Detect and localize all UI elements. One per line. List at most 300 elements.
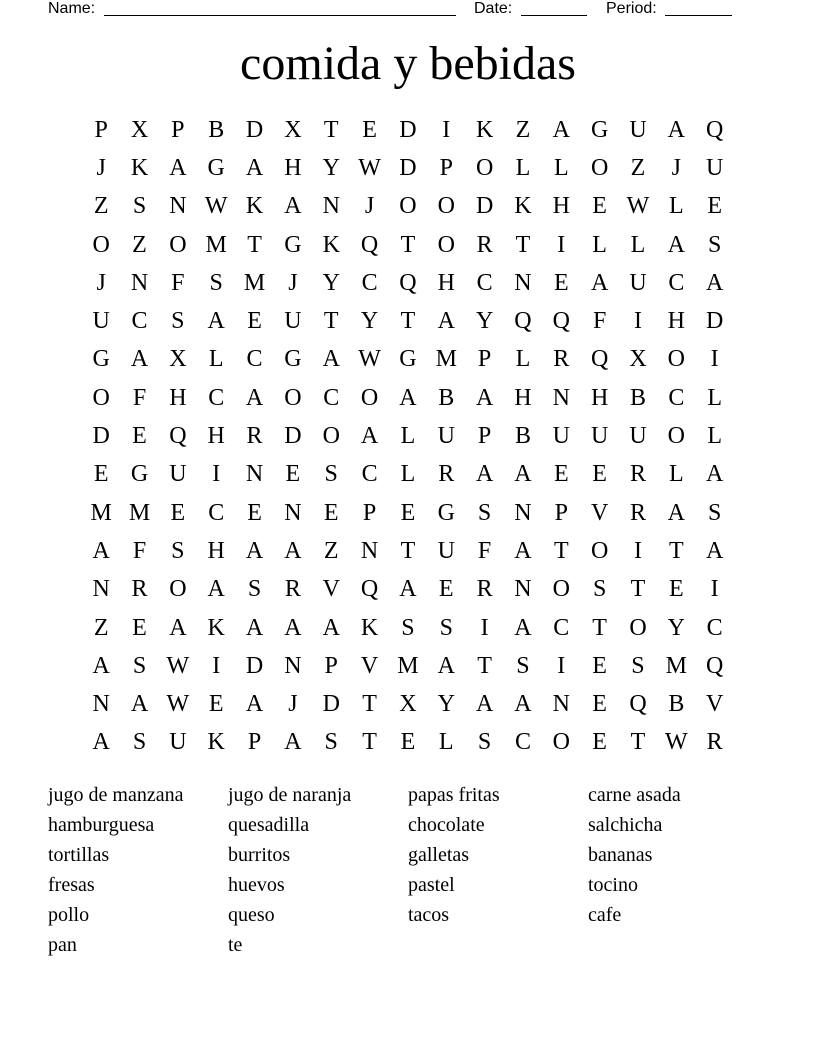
grid-letter[interactable]: A: [92, 652, 110, 679]
grid-letter[interactable]: S: [477, 729, 492, 756]
grid-letter[interactable]: U: [169, 729, 187, 756]
word-list-item: pastel: [408, 874, 455, 896]
grid-letter[interactable]: K: [130, 154, 149, 181]
grid-letter[interactable]: R: [284, 576, 301, 603]
grid-letter[interactable]: N: [92, 691, 110, 718]
grid-letter[interactable]: U: [169, 461, 187, 488]
grid-letter[interactable]: W: [626, 193, 650, 220]
grid-letter[interactable]: A: [207, 576, 225, 603]
grid-letter[interactable]: L: [515, 346, 531, 373]
grid-letter[interactable]: N: [284, 499, 302, 526]
grid-letter[interactable]: A: [514, 537, 532, 564]
grid-letter[interactable]: A: [360, 423, 379, 450]
grid-letter[interactable]: I: [557, 231, 566, 258]
grid-letter[interactable]: E: [592, 691, 607, 718]
grid-letter[interactable]: S: [132, 729, 147, 756]
grid-letter[interactable]: Q: [360, 576, 379, 603]
grid-letter[interactable]: A: [667, 116, 685, 143]
grid-letter[interactable]: A: [437, 308, 455, 335]
grid-letter[interactable]: P: [247, 729, 262, 756]
grid-letter[interactable]: T: [630, 729, 646, 756]
grid-letter[interactable]: L: [400, 461, 416, 488]
grid-letter[interactable]: D: [399, 116, 417, 143]
word-list-item: tocino: [588, 874, 638, 896]
grid-letter[interactable]: E: [668, 576, 684, 603]
grid-letter[interactable]: L: [668, 461, 684, 488]
grid-letter[interactable]: O: [360, 384, 379, 411]
grid-letter[interactable]: Q: [514, 308, 532, 335]
grid-letter[interactable]: A: [475, 461, 494, 488]
grid-letter[interactable]: C: [323, 384, 340, 411]
grid-letter[interactable]: H: [284, 154, 302, 181]
grid-letter[interactable]: M: [205, 231, 227, 258]
grid-letter[interactable]: S: [171, 537, 185, 564]
grid-letter[interactable]: I: [212, 461, 221, 488]
grid-letter[interactable]: O: [552, 729, 570, 756]
grid-letter[interactable]: O: [284, 384, 302, 411]
grid-letter[interactable]: Y: [322, 269, 340, 296]
grid-letter[interactable]: V: [360, 652, 379, 679]
grid-letter[interactable]: Q: [590, 346, 609, 373]
grid-letter[interactable]: E: [400, 729, 416, 756]
grid-letter[interactable]: J: [671, 154, 681, 181]
grid-letter[interactable]: R: [476, 231, 493, 258]
word-list-item: bananas: [588, 844, 653, 866]
grid-letter[interactable]: E: [592, 461, 607, 488]
grid-letter[interactable]: D: [475, 193, 494, 220]
grid-letter[interactable]: I: [480, 614, 489, 641]
name-blank[interactable]: [104, 15, 456, 16]
grid-letter[interactable]: Y: [475, 308, 494, 335]
grid-letter[interactable]: E: [438, 576, 454, 603]
grid-letter[interactable]: P: [439, 154, 453, 181]
grid-letter[interactable]: Q: [706, 116, 724, 143]
grid-letter[interactable]: Q: [629, 691, 647, 718]
grid-letter[interactable]: T: [400, 537, 416, 564]
grid-letter[interactable]: A: [667, 499, 685, 526]
grid-letter[interactable]: N: [514, 269, 532, 296]
grid-letter[interactable]: Y: [437, 691, 455, 718]
grid-letter[interactable]: P: [477, 423, 492, 450]
grid-letter[interactable]: A: [706, 537, 724, 564]
grid-letter[interactable]: Y: [667, 614, 685, 641]
grid-letter[interactable]: U: [437, 423, 455, 450]
grid-letter[interactable]: A: [130, 346, 149, 373]
grid-letter[interactable]: C: [553, 614, 570, 641]
grid-letter[interactable]: M: [665, 652, 687, 679]
word-list-item: carne asada: [588, 784, 681, 806]
grid-letter[interactable]: S: [132, 652, 147, 679]
grid-letter[interactable]: U: [284, 308, 302, 335]
grid-letter[interactable]: A: [245, 614, 264, 641]
grid-letter[interactable]: C: [514, 729, 531, 756]
grid-letter[interactable]: E: [247, 308, 262, 335]
grid-letter[interactable]: A: [207, 308, 225, 335]
grid-letter[interactable]: D: [399, 154, 417, 181]
grid-letter[interactable]: N: [514, 499, 532, 526]
date-blank[interactable]: [521, 15, 587, 16]
grid-letter[interactable]: A: [667, 231, 685, 258]
grid-letter[interactable]: N: [245, 461, 264, 488]
grid-letter[interactable]: D: [245, 116, 264, 143]
grid-letter[interactable]: U: [590, 423, 609, 450]
grid-letter[interactable]: B: [514, 423, 531, 450]
grid-letter[interactable]: I: [442, 116, 451, 143]
grid-letter[interactable]: G: [130, 461, 149, 488]
grid-letter[interactable]: A: [92, 537, 110, 564]
grid-letter[interactable]: N: [322, 193, 340, 220]
grid-letter[interactable]: F: [132, 537, 147, 564]
grid-letter[interactable]: T: [400, 308, 416, 335]
grid-letter[interactable]: X: [399, 691, 417, 718]
grid-letter[interactable]: M: [128, 499, 151, 526]
grid-letter[interactable]: C: [668, 269, 685, 296]
grid-letter[interactable]: H: [437, 269, 455, 296]
grid-letter[interactable]: A: [322, 346, 340, 373]
grid-letter[interactable]: K: [360, 614, 379, 641]
grid-letter[interactable]: C: [246, 346, 263, 373]
grid-letter[interactable]: E: [592, 193, 607, 220]
grid-letter[interactable]: T: [553, 537, 569, 564]
grid-letter[interactable]: U: [629, 269, 647, 296]
grid-letter[interactable]: O: [92, 384, 110, 411]
grid-letter[interactable]: H: [667, 308, 685, 335]
grid-letter[interactable]: O: [399, 193, 417, 220]
grid-letter[interactable]: S: [631, 652, 645, 679]
grid-letter[interactable]: Q: [706, 652, 724, 679]
grid-letter[interactable]: D: [284, 423, 302, 450]
grid-letter[interactable]: T: [362, 691, 377, 718]
grid-letter[interactable]: N: [130, 269, 149, 296]
grid-letter[interactable]: F: [171, 269, 185, 296]
grid-letter[interactable]: E: [553, 269, 569, 296]
grid-letter[interactable]: S: [324, 729, 338, 756]
grid-letter[interactable]: M: [90, 499, 112, 526]
date-label: Date:: [474, 0, 513, 17]
grid-letter[interactable]: S: [477, 499, 492, 526]
grid-letter[interactable]: B: [668, 691, 685, 718]
grid-letter[interactable]: O: [475, 154, 494, 181]
grid-letter[interactable]: C: [208, 384, 225, 411]
grid-letter[interactable]: P: [324, 652, 338, 679]
grid-letter[interactable]: I: [633, 537, 642, 564]
grid-letter[interactable]: P: [554, 499, 568, 526]
grid-letter[interactable]: U: [437, 537, 455, 564]
grid-letter[interactable]: P: [477, 346, 492, 373]
grid-letter[interactable]: Y: [360, 308, 379, 335]
grid-letter[interactable]: O: [629, 614, 647, 641]
grid-letter[interactable]: O: [437, 231, 455, 258]
grid-letter[interactable]: A: [475, 691, 494, 718]
grid-letter[interactable]: A: [437, 652, 455, 679]
grid-letter[interactable]: N: [169, 193, 187, 220]
grid-letter[interactable]: T: [630, 576, 646, 603]
grid-letter[interactable]: B: [208, 116, 225, 143]
grid-letter[interactable]: V: [706, 691, 724, 718]
grid-letter[interactable]: X: [284, 116, 302, 143]
grid-letter[interactable]: A: [475, 384, 494, 411]
grid-letter[interactable]: P: [171, 116, 185, 143]
grid-letter[interactable]: W: [665, 729, 688, 756]
grid-letter[interactable]: A: [284, 729, 302, 756]
grid-letter[interactable]: A: [245, 384, 264, 411]
grid-letter[interactable]: K: [322, 231, 340, 258]
grid-letter[interactable]: T: [362, 729, 377, 756]
grid-letter[interactable]: C: [668, 384, 685, 411]
grid-letter[interactable]: D: [92, 423, 110, 450]
grid-letter[interactable]: R: [476, 576, 493, 603]
grid-letter[interactable]: W: [166, 691, 190, 718]
grid-letter[interactable]: M: [397, 652, 419, 679]
grid-letter[interactable]: R: [131, 576, 148, 603]
grid-letter[interactable]: R: [246, 423, 263, 450]
grid-letter[interactable]: E: [93, 461, 109, 488]
grid-letter[interactable]: T: [668, 537, 684, 564]
grid-letter[interactable]: I: [212, 652, 221, 679]
grid-letter[interactable]: L: [515, 154, 531, 181]
grid-letter[interactable]: Q: [552, 308, 570, 335]
grid-letter[interactable]: T: [400, 231, 416, 258]
grid-letter[interactable]: L: [668, 193, 684, 220]
grid-letter[interactable]: A: [706, 269, 724, 296]
grid-letter[interactable]: Y: [322, 154, 340, 181]
grid-letter[interactable]: E: [592, 729, 607, 756]
grid-letter[interactable]: L: [553, 154, 569, 181]
grid-letter[interactable]: C: [706, 614, 723, 641]
grid-letter[interactable]: J: [288, 269, 298, 296]
grid-letter[interactable]: T: [323, 116, 339, 143]
grid-letter[interactable]: Z: [132, 231, 147, 258]
grid-letter[interactable]: N: [552, 691, 570, 718]
grid-letter[interactable]: V: [590, 499, 609, 526]
grid-letter[interactable]: H: [207, 537, 225, 564]
grid-letter[interactable]: E: [285, 461, 301, 488]
grid-letter[interactable]: N: [552, 384, 570, 411]
grid-letter[interactable]: O: [169, 576, 187, 603]
grid-letter[interactable]: E: [400, 499, 416, 526]
grid-letter[interactable]: A: [130, 691, 149, 718]
grid-letter[interactable]: A: [514, 691, 532, 718]
grid-letter[interactable]: J: [364, 193, 375, 220]
grid-letter[interactable]: G: [284, 231, 302, 258]
grid-letter[interactable]: T: [477, 652, 492, 679]
grid-letter[interactable]: O: [667, 346, 685, 373]
grid-letter[interactable]: A: [514, 614, 532, 641]
grid-letter[interactable]: D: [322, 691, 340, 718]
grid-letter[interactable]: T: [592, 614, 607, 641]
grid-letter[interactable]: A: [92, 729, 110, 756]
period-blank[interactable]: [665, 15, 732, 16]
grid-letter[interactable]: P: [362, 499, 377, 526]
grid-letter[interactable]: Q: [169, 423, 187, 450]
grid-letter[interactable]: E: [132, 423, 147, 450]
grid-letter[interactable]: B: [629, 384, 646, 411]
grid-letter[interactable]: E: [707, 193, 722, 220]
grid-letter[interactable]: L: [438, 729, 454, 756]
grid-letter[interactable]: E: [170, 499, 186, 526]
grid-letter[interactable]: A: [245, 154, 264, 181]
grid-letter[interactable]: K: [245, 193, 264, 220]
grid-letter[interactable]: N: [514, 576, 532, 603]
grid-letter[interactable]: A: [706, 461, 724, 488]
grid-letter[interactable]: L: [592, 231, 607, 258]
grid-letter[interactable]: S: [171, 308, 185, 335]
grid-letter[interactable]: U: [92, 308, 110, 335]
grid-letter[interactable]: Z: [515, 116, 531, 143]
grid-letter[interactable]: Q: [399, 269, 417, 296]
grid-letter[interactable]: M: [243, 269, 266, 296]
grid-letter[interactable]: U: [629, 116, 647, 143]
grid-letter[interactable]: E: [362, 116, 377, 143]
grid-letter[interactable]: L: [707, 423, 722, 450]
grid-letter[interactable]: O: [590, 537, 609, 564]
grid-letter[interactable]: O: [437, 193, 455, 220]
grid-letter[interactable]: C: [476, 269, 493, 296]
grid-letter[interactable]: A: [514, 461, 532, 488]
grid-letter[interactable]: F: [477, 537, 492, 564]
grid-letter[interactable]: T: [323, 308, 339, 335]
grid-letter[interactable]: U: [552, 423, 570, 450]
word-list-item: chocolate: [408, 814, 485, 836]
grid-letter[interactable]: R: [438, 461, 455, 488]
grid-letter[interactable]: E: [323, 499, 339, 526]
grid-letter[interactable]: A: [284, 537, 302, 564]
grid-letter[interactable]: O: [92, 231, 110, 258]
grid-letter[interactable]: A: [590, 269, 609, 296]
grid-letter[interactable]: K: [475, 116, 494, 143]
grid-letter[interactable]: N: [284, 652, 302, 679]
grid-letter[interactable]: G: [92, 346, 110, 373]
grid-letter[interactable]: H: [207, 423, 225, 450]
grid-letter[interactable]: O: [169, 231, 187, 258]
grid-letter[interactable]: T: [515, 231, 531, 258]
grid-letter[interactable]: A: [399, 384, 417, 411]
grid-letter[interactable]: A: [169, 154, 187, 181]
grid-letter[interactable]: H: [514, 384, 532, 411]
grid-letter[interactable]: G: [437, 499, 455, 526]
grid-letter[interactable]: O: [322, 423, 340, 450]
grid-letter[interactable]: R: [629, 499, 646, 526]
grid-letter[interactable]: W: [358, 154, 381, 181]
grid-letter[interactable]: S: [132, 193, 147, 220]
grid-letter[interactable]: R: [629, 461, 646, 488]
grid-letter[interactable]: S: [707, 231, 722, 258]
grid-letter[interactable]: H: [552, 193, 570, 220]
grid-letter[interactable]: J: [96, 154, 106, 181]
grid-letter[interactable]: W: [166, 652, 190, 679]
grid-letter[interactable]: N: [360, 537, 379, 564]
grid-letter[interactable]: R: [706, 729, 723, 756]
grid-letter[interactable]: L: [400, 423, 416, 450]
word-list-item: cafe: [588, 904, 622, 926]
grid-letter[interactable]: J: [96, 269, 106, 296]
grid-letter[interactable]: T: [247, 231, 262, 258]
grid-letter[interactable]: Z: [630, 154, 646, 181]
grid-letter[interactable]: S: [209, 269, 223, 296]
grid-letter[interactable]: O: [590, 154, 609, 181]
grid-letter[interactable]: E: [247, 499, 262, 526]
grid-letter[interactable]: A: [169, 614, 187, 641]
grid-letter[interactable]: Z: [93, 193, 109, 220]
grid-letter[interactable]: I: [710, 346, 719, 373]
grid-letter[interactable]: A: [284, 614, 302, 641]
grid-letter[interactable]: A: [245, 537, 264, 564]
grid-letter[interactable]: C: [361, 461, 378, 488]
grid-letter[interactable]: S: [401, 614, 415, 641]
grid-letter[interactable]: S: [707, 499, 722, 526]
grid-letter[interactable]: F: [132, 384, 147, 411]
grid-letter[interactable]: N: [92, 576, 110, 603]
grid-letter[interactable]: U: [706, 154, 724, 181]
grid-letter[interactable]: S: [439, 614, 453, 641]
grid-letter[interactable]: F: [592, 308, 607, 335]
grid-letter[interactable]: E: [553, 461, 569, 488]
grid-letter[interactable]: W: [358, 346, 381, 373]
grid-letter[interactable]: H: [169, 384, 187, 411]
grid-letter[interactable]: C: [208, 499, 225, 526]
grid-letter[interactable]: A: [322, 614, 340, 641]
grid-letter[interactable]: C: [131, 308, 148, 335]
grid-letter[interactable]: S: [592, 576, 607, 603]
grid-letter[interactable]: S: [516, 652, 530, 679]
grid-letter[interactable]: B: [438, 384, 455, 411]
grid-letter[interactable]: Q: [360, 231, 379, 258]
grid-letter[interactable]: G: [207, 154, 225, 181]
grid-letter[interactable]: X: [629, 346, 647, 373]
grid-letter[interactable]: O: [552, 576, 570, 603]
grid-letter[interactable]: R: [553, 346, 570, 373]
grid-letter[interactable]: E: [208, 691, 224, 718]
grid-letter[interactable]: S: [324, 461, 338, 488]
grid-letter[interactable]: A: [284, 193, 302, 220]
grid-letter[interactable]: K: [207, 729, 225, 756]
grid-letter[interactable]: I: [710, 576, 719, 603]
grid-letter[interactable]: K: [514, 193, 532, 220]
period-label: Period:: [606, 0, 657, 17]
grid-letter[interactable]: E: [592, 652, 607, 679]
grid-letter[interactable]: X: [130, 116, 149, 143]
grid-letter[interactable]: L: [707, 384, 722, 411]
grid-letter[interactable]: O: [667, 423, 685, 450]
grid-letter[interactable]: A: [552, 116, 570, 143]
grid-letter[interactable]: L: [208, 346, 224, 373]
grid-letter[interactable]: E: [132, 614, 147, 641]
grid-letter[interactable]: G: [590, 116, 609, 143]
grid-letter[interactable]: M: [435, 346, 457, 373]
grid-letter[interactable]: A: [245, 691, 264, 718]
grid-letter[interactable]: H: [590, 384, 609, 411]
grid-letter[interactable]: D: [706, 308, 724, 335]
grid-letter[interactable]: I: [557, 652, 566, 679]
grid-letter[interactable]: G: [399, 346, 417, 373]
grid-letter[interactable]: A: [399, 576, 417, 603]
grid-letter[interactable]: L: [630, 231, 646, 258]
grid-letter[interactable]: U: [629, 423, 647, 450]
grid-letter[interactable]: Z: [93, 614, 109, 641]
grid-letter[interactable]: C: [361, 269, 378, 296]
grid-letter[interactable]: S: [247, 576, 262, 603]
grid-letter[interactable]: I: [633, 308, 642, 335]
grid-letter[interactable]: Z: [323, 537, 339, 564]
grid-letter[interactable]: P: [94, 116, 108, 143]
grid-letter[interactable]: G: [284, 346, 302, 373]
grid-letter[interactable]: X: [169, 346, 187, 373]
grid-letter[interactable]: J: [288, 691, 298, 718]
grid-letter[interactable]: V: [322, 576, 340, 603]
grid-letter[interactable]: K: [207, 614, 225, 641]
grid-letter[interactable]: D: [245, 652, 264, 679]
grid-letter[interactable]: W: [204, 193, 228, 220]
